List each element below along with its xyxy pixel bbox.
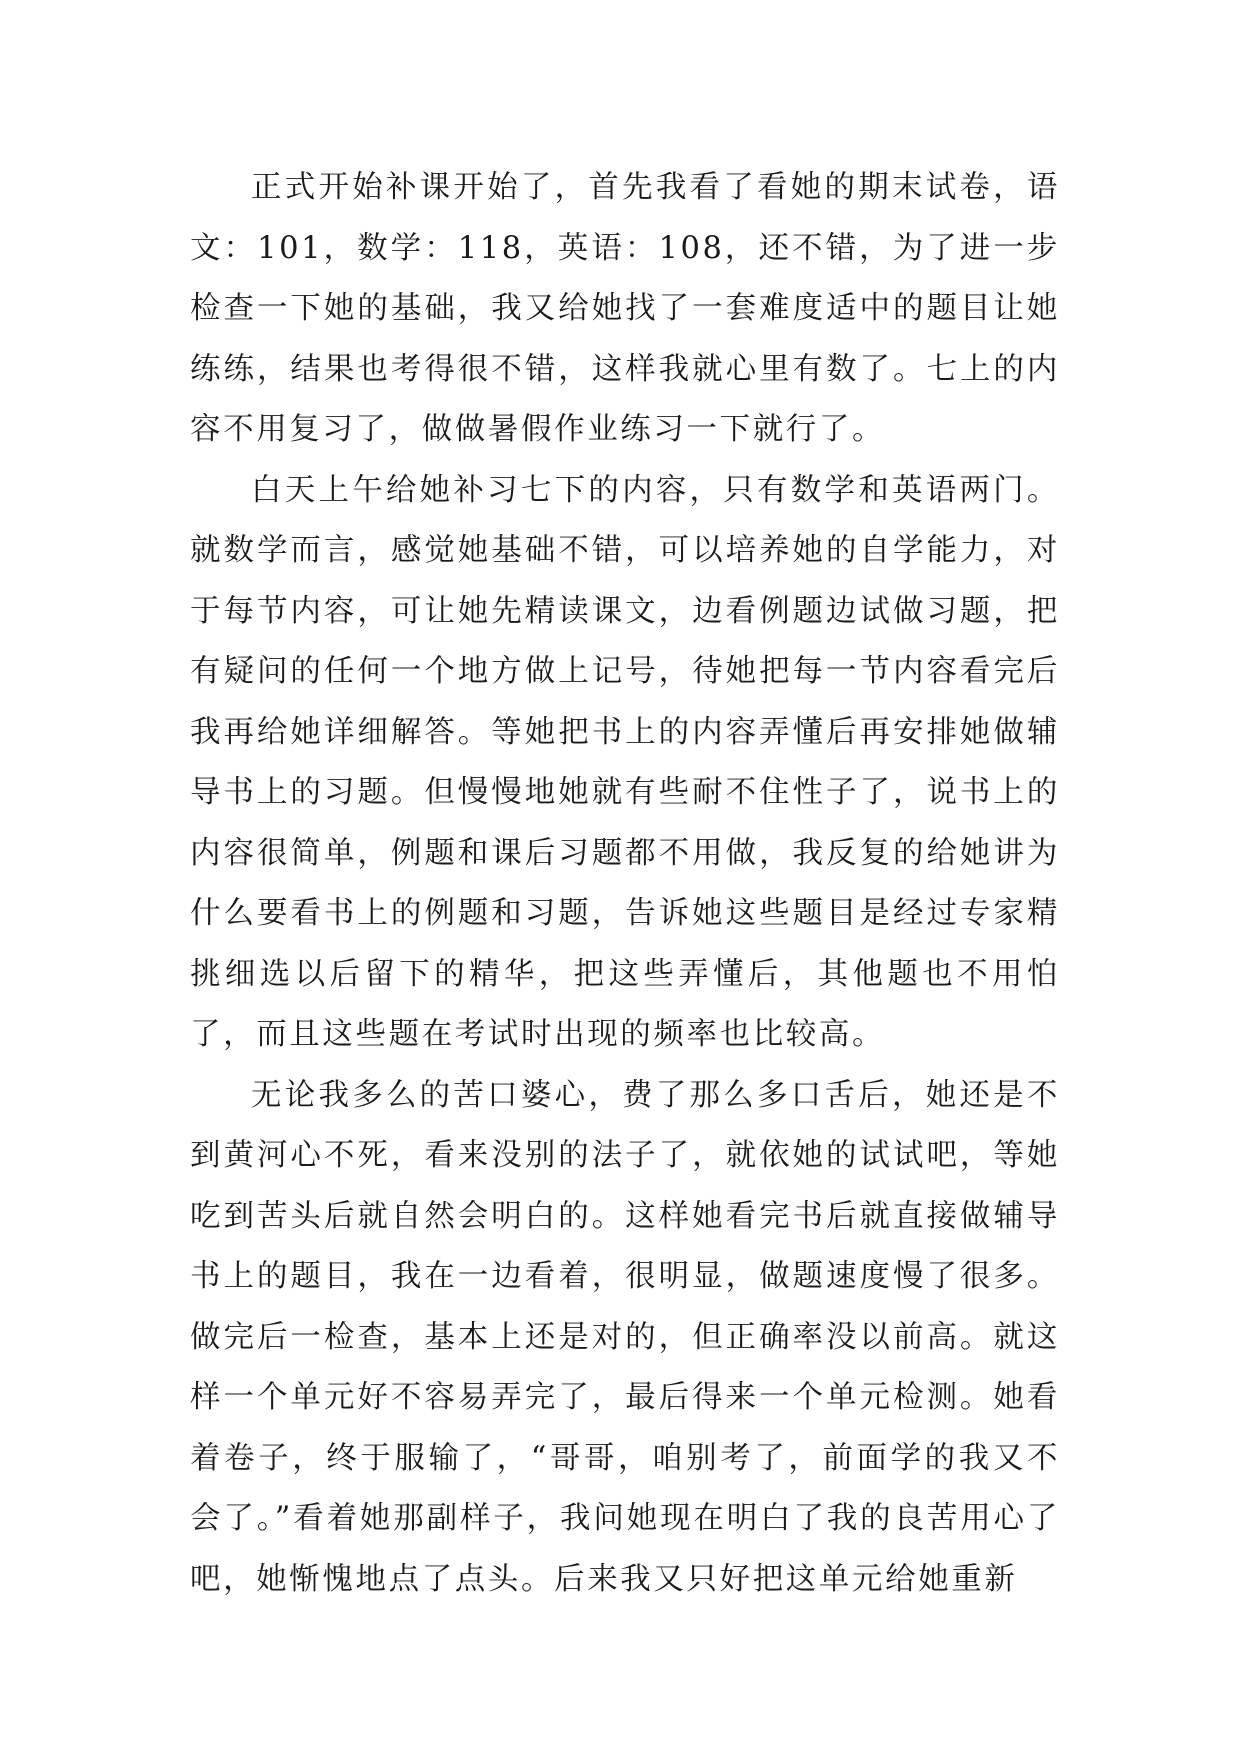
paragraph-3: 无论我多么的苦口婆心，费了那么多口舌后，她还是不到黄河心不死，看来没别的法子了，就依她的试试吧，等她吃到苦头后就自然会明白的。这样她看完书后就直接做辅导书上的题目，我在一边看着，很明显，做题速度慢了很多。做完后一检查，基本上还是对的，但正确率没以前高。就这样一个单元好不容易弄完了，最后得来一个单元检测。她看着卷子，终于服输了，“哥哥，咱别考了，前面学的我又不会了。”看着她那副样子，我问她现在明白了我的良苦用心了吧，她惭愧地点了点头。后来我又只好把这单元给她重新 — [190, 1077, 1060, 1597]
document-body — [190, 158, 1060, 1610]
paragraph-1: 正式开始补课开始了，首先我看了看她的期末试卷，语文：101，数学：118，英语：108，还不错，为了进一步检查一下她的基础，我又给她找了一套难度适中的题目让她练练，结果也考得很不错，这样我就心里有数了。七上的内容不用复习了，做做暑假作业练习一下就行了。 — [190, 170, 1060, 447]
paragraph-2: 白天上午给她补习七下的内容，只有数学和英语两门。就数学而言，感觉她基础不错，可以培养她的自学能力，对于每节内容，可让她先精读课文，边看例题边试做习题，把有疑问的任何一个地方做上记号，待她把每一节内容看完后我再给她详细解答。等她把书上的内容弄懂后再安排她做辅导书上的习题。但慢慢地她就有些耐不住性子了，说书上的内容很简单，例题和课后习题都不用做，我反复的给她讲为什么要看书上的例题和习题，告诉她这些题目是经过专家精挑细选以后留下的精华，把这些弄懂后，其他题也不用怕了，而且这些题在考试时出现的频率也比较高。 — [190, 472, 1060, 1052]
